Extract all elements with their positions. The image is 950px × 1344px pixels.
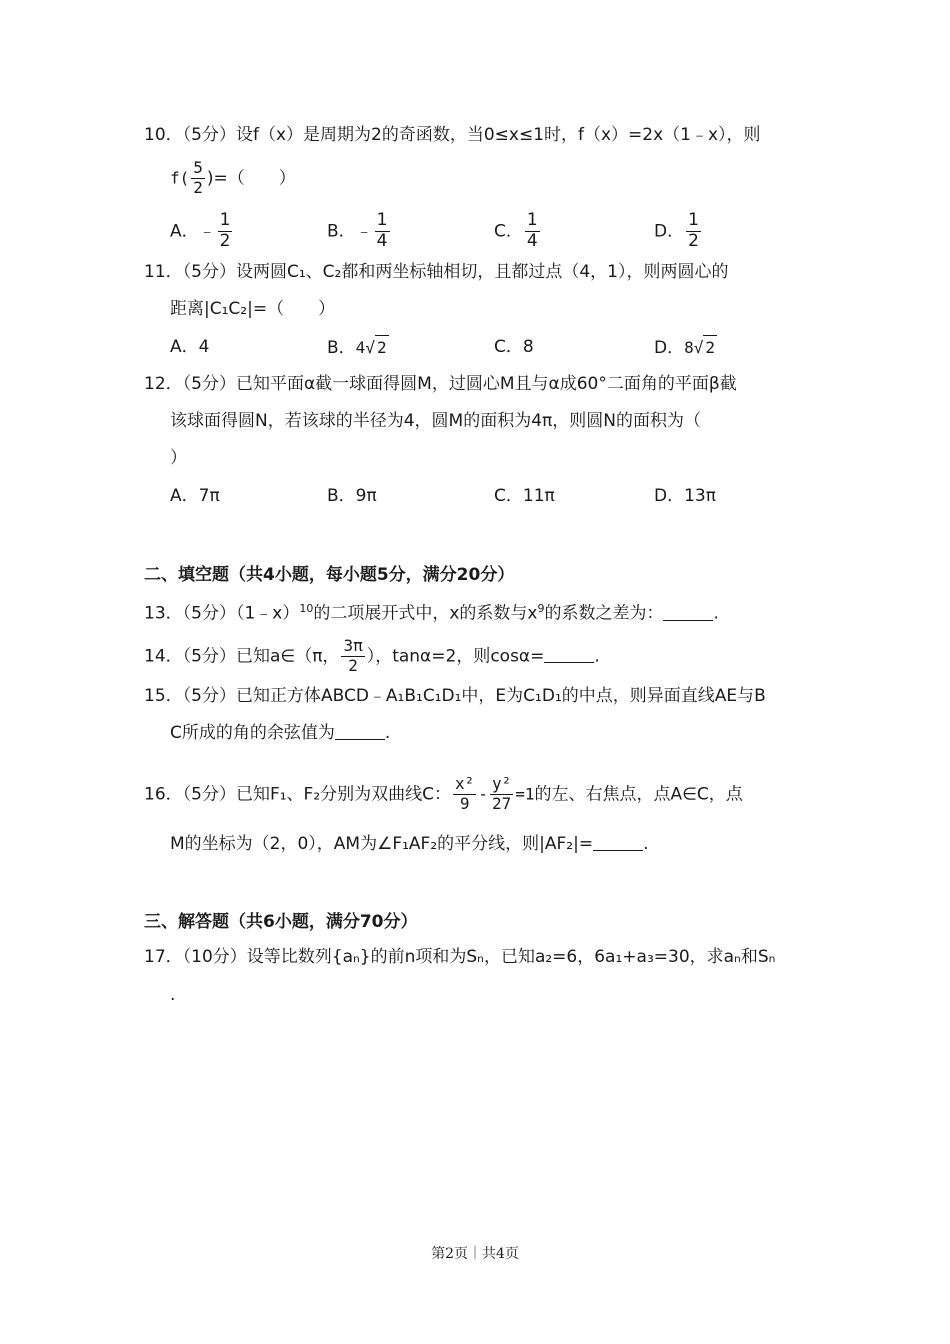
question-17-line2: . — [170, 985, 176, 1005]
option-b — [327, 212, 392, 251]
option-d — [654, 335, 717, 360]
option-value: 4 — [198, 337, 210, 357]
question-score: （10分） — [182, 947, 247, 967]
question-text: 已知正方体ABCD﹣A₁B₁C₁D₁中，E为C₁D₁的中点，则异面直线AE与B — [235, 686, 766, 706]
question-score: （5分） — [182, 784, 236, 805]
period: . — [384, 723, 391, 743]
question-12-line3: ） — [170, 448, 187, 468]
option-value: 11π — [522, 486, 555, 506]
sqrt-expression — [684, 335, 717, 360]
fraction — [191, 160, 205, 197]
option-a — [170, 335, 209, 359]
fraction-numerator: 5 — [193, 158, 203, 177]
option-value: 9π — [355, 486, 377, 506]
fraction-denominator: 4 — [376, 230, 388, 251]
fraction-numerator: 1 — [688, 210, 699, 230]
question-12-line2: 该球面得圆N，若该球的半径为4，圆M的面积为4π，则圆N的面积为（ — [170, 411, 701, 431]
question-score: （5分） — [182, 603, 236, 624]
answer-blank — [593, 832, 643, 851]
question-10 — [144, 123, 761, 147]
fraction-denominator: 2 — [219, 230, 231, 251]
question-number: 13． — [144, 603, 183, 624]
question-number: 12． — [144, 374, 183, 394]
question-text: 已知a∈（π， — [235, 646, 340, 667]
superscript: 9 — [537, 602, 545, 615]
question-number: 14． — [144, 646, 183, 667]
question-score: （5分） — [182, 646, 236, 667]
question-14 — [144, 638, 600, 675]
fraction-denominator: 2 — [348, 655, 358, 675]
question-score: （5分） — [182, 262, 236, 282]
question-score: （5分） — [182, 374, 236, 394]
sqrt-symbol: √ — [693, 338, 704, 357]
question-12 — [144, 372, 737, 396]
expr-prefix: f( — [170, 168, 190, 188]
option-label: B． — [327, 221, 356, 242]
sqrt-coefficient: 8 — [684, 338, 694, 357]
question-text: 已知平面α截一球面得圆M，过圆心M且与α成60°二面角的平面β截 — [235, 374, 737, 394]
option-label: D． — [654, 221, 685, 242]
question-13 — [144, 597, 719, 626]
question-text: 设两圆C₁、C₂都和两坐标轴相切，且都过点（4，1），则两圆心的 — [235, 262, 729, 282]
question-number: 15． — [144, 686, 183, 706]
option-label: B． — [327, 486, 356, 506]
period: . — [594, 646, 600, 667]
option-b — [327, 335, 389, 360]
equals: =1 — [515, 784, 535, 804]
option-label: A． — [170, 486, 199, 506]
question-number: 16． — [144, 784, 183, 805]
option-sign: ﹣ — [198, 221, 216, 242]
fraction-numerator: 1 — [376, 210, 388, 230]
option-label: C． — [494, 337, 523, 357]
sqrt-coefficient: 4 — [355, 338, 366, 357]
question-score: （5分） — [182, 125, 236, 145]
answer-blank — [663, 602, 713, 621]
question-11-line2: 距离|C₁C₂|=（ ） — [170, 299, 336, 319]
section-heading-answer: 三、解答题（共6小题，满分70分） — [144, 912, 418, 932]
question-11 — [144, 260, 728, 284]
option-value: 13π — [684, 486, 716, 506]
answer-blank — [335, 721, 385, 740]
option-label: D． — [654, 338, 685, 358]
option-a — [170, 484, 220, 508]
fraction — [490, 776, 513, 813]
question-17 — [144, 945, 775, 969]
expr-suffix: )=（ ） — [206, 168, 296, 189]
option-sign: ﹣ — [355, 221, 373, 242]
fraction — [375, 212, 390, 251]
superscript: 10 — [299, 602, 314, 615]
question-text: ），tanα=2，则cosα= — [366, 646, 545, 667]
option-value: 8 — [522, 337, 534, 357]
question-text: C所成的角的余弦值为 — [170, 723, 335, 743]
fraction — [341, 638, 364, 675]
fraction-denominator: 2 — [193, 177, 203, 197]
option-label: D． — [654, 486, 685, 506]
question-text: M的坐标为（2，0），AM为∠F₁AF₂的平分线，则|AF₂|= — [170, 834, 594, 854]
option-d — [654, 212, 703, 251]
question-number: 17． — [144, 947, 183, 967]
fraction-numerator: 3π — [343, 636, 363, 655]
question-10-expression — [170, 160, 296, 197]
fraction-numerator: y² — [491, 774, 512, 793]
sqrt-symbol: √ — [365, 338, 375, 357]
question-score: （5分） — [182, 686, 236, 706]
section-heading-fill-in: 二、填空题（共4小题，每小题5分，满分20分） — [144, 565, 515, 585]
sqrt-radicand: 2 — [375, 335, 389, 360]
fraction-numerator: 1 — [219, 210, 231, 230]
option-label: A． — [170, 221, 199, 242]
question-text: 的系数之差为： — [544, 603, 664, 624]
minus-sign: - — [478, 784, 488, 804]
option-c — [494, 484, 555, 508]
option-d — [654, 484, 716, 508]
question-text: 设f（x）是周期为2的奇函数，当0≤x≤1时，f（x）=2x（1﹣x），则 — [235, 125, 761, 145]
period: . — [713, 603, 719, 624]
option-a — [170, 212, 234, 251]
option-label: A． — [170, 337, 199, 357]
option-c — [494, 335, 534, 359]
fraction-numerator: 1 — [526, 210, 538, 230]
fraction — [453, 776, 476, 813]
option-label: C． — [494, 221, 523, 242]
sqrt-expression — [356, 335, 389, 360]
question-15 — [144, 684, 766, 708]
fraction-denominator: 9 — [459, 793, 470, 813]
question-text: 已知F₁、F₂分别为双曲线C： — [235, 784, 452, 805]
option-b — [327, 484, 377, 508]
question-number: 10． — [144, 125, 183, 145]
option-c — [494, 212, 542, 251]
fraction-denominator: 27 — [491, 793, 512, 813]
question-number: 11． — [144, 262, 183, 282]
question-text: 设等比数列{aₙ}的前n项和为Sₙ，已知a₂=6，6a₁+a₃=30，求aₙ和Sₙ — [246, 947, 776, 967]
question-text: （1﹣x） — [235, 603, 300, 624]
question-16 — [144, 776, 743, 813]
option-label: B． — [327, 338, 356, 358]
question-15-line2 — [170, 721, 390, 745]
fraction — [525, 212, 540, 251]
question-text: 的二项展开式中，x的系数与x — [313, 603, 538, 624]
fraction-numerator: x² — [455, 774, 475, 793]
fraction — [686, 212, 701, 251]
fraction-denominator: 2 — [688, 230, 699, 251]
fraction-denominator: 4 — [526, 230, 538, 251]
fraction — [218, 212, 233, 251]
option-label: C． — [494, 486, 523, 506]
period: . — [643, 834, 649, 854]
page-footer: 第2页｜共4页 — [431, 1246, 519, 1262]
sqrt-radicand: 2 — [703, 335, 717, 360]
answer-blank — [544, 644, 594, 663]
option-value: 7π — [198, 486, 220, 506]
question-16-line2 — [170, 832, 648, 856]
question-text: 的左、右焦点，点A∈C，点 — [534, 784, 743, 805]
